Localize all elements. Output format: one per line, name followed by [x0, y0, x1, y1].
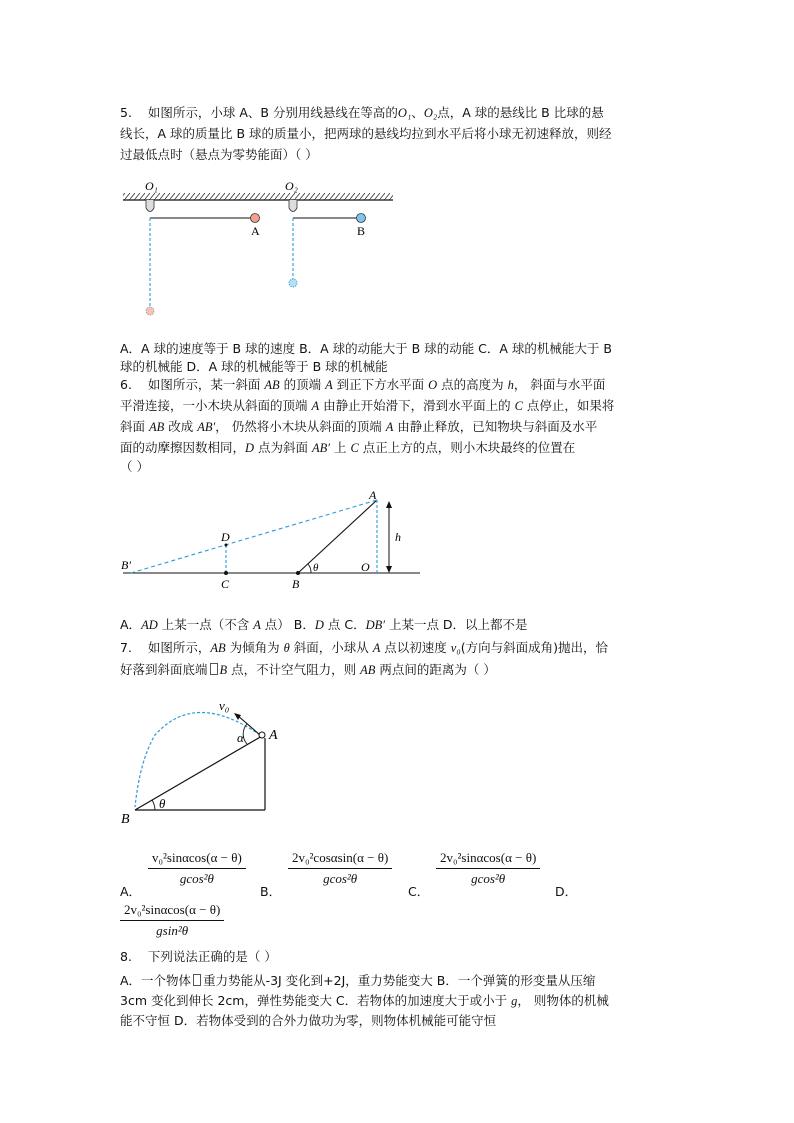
q6-t2c: 由静止开始滑下，滑到水平面上的 — [319, 398, 515, 413]
q6-t1a: 如图所示，某一斜面 — [147, 377, 265, 392]
point-b — [296, 571, 300, 575]
q7-opt-c-den: gcos²θ — [471, 871, 506, 886]
q6-t1b: AB — [264, 378, 280, 392]
q6-t2d: C — [514, 399, 523, 413]
q6-t4b: D — [245, 441, 255, 455]
q6-t1h: h — [507, 378, 514, 392]
q6-t4f: C — [350, 441, 359, 455]
q5-text-end: 点，A 球的悬线比 B 比球的悬 — [437, 105, 604, 120]
q5-number: 5. — [120, 105, 132, 120]
arrow-head-up — [386, 501, 392, 508]
q8-t2b: ， 则物体的机械 — [517, 993, 609, 1008]
q6-t4a: 面的动摩擦因数相同， — [120, 440, 246, 455]
q6-t2a: 平滑连接，一小木块从斜面的顶端 — [120, 398, 312, 413]
q7-t1i: (方向与斜面成角)抛出，恰 — [460, 640, 608, 655]
q6-t3e: ， 仍然将小木块从斜面的顶端 — [215, 419, 386, 434]
q6-o2: AD — [141, 618, 158, 632]
q7-opt-b-den: gcos²θ — [323, 871, 358, 886]
q7-opt-b-num: 2v₀²cosαsin(α − θ) — [288, 850, 392, 869]
q7-t1a: 如图所示， — [147, 640, 211, 655]
q7-figure — [115, 695, 295, 830]
q6-figure — [115, 485, 425, 595]
q6-options — [120, 614, 668, 636]
q6-t1i: ， 斜面与水平面 — [513, 377, 606, 392]
q6-number: 6. — [120, 377, 132, 392]
q6-t3g: 由静止释放，已知物块与斜面及水平 — [393, 419, 598, 434]
q8-stem-text: 下列说法正确的是（ ） — [147, 949, 277, 964]
q6-o3: 上某一点（不含 — [157, 617, 254, 632]
q5-o1: O₁ — [397, 106, 412, 120]
q6-t4g: 点正上方的点，则小木块最终的位置在 — [358, 440, 576, 455]
q6-t2b: A — [311, 399, 320, 413]
label-d: D — [221, 530, 230, 544]
q7-t1c: 为倾角为 — [225, 640, 284, 655]
label-a: A — [269, 728, 278, 743]
label-a: A — [251, 224, 260, 238]
pivot-o2 — [289, 200, 297, 212]
pivot-o1 — [146, 200, 154, 212]
incline-line — [135, 736, 262, 810]
incline-ab-prime — [131, 500, 377, 573]
label-h: h — [395, 530, 401, 544]
q7-t1f: A — [372, 641, 381, 655]
ball-a — [251, 214, 260, 223]
q7-opt-a-num: v₀²sinαcos(α − θ) — [148, 850, 246, 869]
q8-t1: A．一个物体 — [120, 973, 192, 988]
q5-options-line2: 球的机械能 D．A 球的机械能等于 B 球的机械能 — [120, 359, 388, 374]
q6-t1d: A — [325, 378, 333, 392]
q7-t1h: v₀ — [450, 641, 461, 655]
q5-o2: O₂ — [423, 106, 438, 120]
q7-t2e: 两点间的距离为（ ） — [375, 662, 496, 677]
q6-t1g: 点的高度为 — [437, 377, 508, 392]
ball-b-low — [289, 279, 297, 287]
q6-t1c: 的顶端 — [279, 377, 326, 392]
q7-t1e: 斜面，小球从 — [289, 640, 373, 655]
missing-glyph-box — [210, 663, 218, 675]
q7-opt-c-num: 2v₀²sinαcos(α − θ) — [436, 850, 540, 869]
q8-number: 8. — [120, 949, 132, 964]
q6-o7: 点 C． — [323, 617, 366, 632]
ball-a — [259, 732, 265, 738]
q6-t3f: A — [385, 420, 394, 434]
label-b: B — [357, 224, 366, 238]
q5-text: 如图所示，小球 A、B 分别用线悬线在等高的 — [147, 105, 398, 120]
q6-line1 — [120, 374, 668, 396]
q7-option-d-label: D． — [555, 884, 578, 899]
q7-option-a-fraction — [148, 850, 246, 887]
label-b-prime: B′ — [121, 558, 131, 572]
q7-line1 — [120, 637, 668, 659]
q7-option-d-fraction — [120, 902, 224, 939]
label-v0: v₀ — [219, 698, 230, 713]
q7-t2a: 好落到斜面底端 — [120, 662, 208, 677]
q6-t4c: 点为斜面 — [254, 440, 312, 455]
label-theta: θ — [159, 796, 166, 811]
q7-t2c: 点，不计空气阻力，则 — [227, 662, 361, 677]
q6-t3b: AB — [148, 420, 165, 434]
q6-t4d: AB′ — [312, 441, 331, 455]
q7-option-b-fraction — [288, 850, 392, 887]
q8-t1b: 重力势能从-3J 变化到+2J，重力势能变大 B．一个弹簧的形变量从压缩 — [203, 973, 596, 988]
q6-o9: 上某一点 D．以上都不是 — [384, 617, 528, 632]
q6-t3d: AB′ — [197, 420, 216, 434]
q7-t2d: AB — [360, 663, 376, 677]
theta-arc — [152, 800, 155, 810]
q5-line1 — [120, 102, 668, 124]
q7-option-c-fraction — [436, 850, 540, 887]
q6-o6: D — [314, 618, 324, 632]
q7-opt-a-den: gcos²θ — [179, 871, 214, 886]
q5-line2: 线长，A 球的质量比 B 球的质量小，把两球的悬线均拉到水平后将小球无初速释放，则经 — [120, 126, 612, 141]
label-theta: θ — [313, 562, 319, 574]
missing-glyph-box — [193, 974, 201, 986]
q8-line3: 能不守恒 D．若物体受到的合外力做功为零，则物体机械能可能守恒 — [120, 1013, 497, 1028]
theta-arc — [308, 564, 311, 573]
label-o1: O₁ — [145, 179, 158, 193]
ball-b — [357, 214, 366, 223]
q6-t3a: 斜面 — [120, 419, 149, 434]
q5-figure — [115, 175, 400, 325]
q7-option-a-label: A． — [120, 884, 142, 899]
q7-t1g: 点以初速度 — [380, 640, 451, 655]
q6-o8: DB′ — [365, 618, 385, 632]
label-alpha: α — [237, 730, 244, 745]
q7-opt-d-den: gsin²θ — [156, 923, 189, 938]
ball-a-low — [146, 307, 154, 315]
q5-line3: 过最低点时（悬点为零势能面）（ ） — [120, 147, 318, 162]
label-o: O — [361, 560, 370, 574]
label-a: A — [369, 488, 377, 502]
q6-line2 — [120, 395, 668, 417]
q6-t3c: 改成 — [164, 419, 198, 434]
arrow-head-down — [386, 566, 392, 573]
q8-line2 — [120, 990, 668, 1012]
q7-t2b: B — [219, 663, 228, 677]
q7-number: 7. — [120, 640, 132, 655]
q7-t1d: θ — [283, 641, 290, 655]
point-c — [224, 571, 228, 575]
q6-t2e: 点停止，如果将 — [522, 398, 615, 413]
q6-o4: A — [253, 618, 261, 632]
q7-line2 — [120, 659, 668, 681]
v0-arrow-head — [234, 713, 241, 720]
q5-sep: 、 — [411, 105, 424, 120]
label-b: B — [121, 812, 130, 827]
q7-opt-d-num: 2v₀²sinαcos(α − θ) — [120, 902, 224, 921]
q5-options-line1: A．A 球的速度等于 B 球的速度 B．A 球的动能大于 B 球的动能 C．A 球的机械能大于 B — [120, 341, 612, 356]
q6-t1f: O — [428, 378, 438, 392]
q6-t1e: 到正下方水平面 — [332, 377, 429, 392]
label-c: C — [221, 577, 230, 591]
label-o2: O₂ — [285, 179, 298, 193]
q7-option-b-label: B． — [260, 884, 282, 899]
trajectory — [135, 713, 260, 808]
q7-option-c-label: C． — [408, 884, 430, 899]
q8-g: g — [511, 994, 518, 1008]
ceiling-hatch — [123, 193, 393, 200]
q6-o5: 点） B． — [260, 617, 315, 632]
q8-line1 — [120, 970, 668, 991]
q7-t1b: AB — [210, 641, 226, 655]
label-b: B — [292, 577, 300, 591]
q6-o1: A． — [120, 617, 142, 632]
q6-t4e: 上 — [330, 440, 351, 455]
q6-line3 — [120, 416, 668, 438]
q8-stem — [120, 946, 668, 967]
q8-t2: 3cm 变化到伸长 2cm，弹性势能变大 C．若物体的加速度大于或小于 — [120, 993, 512, 1008]
q6-line5: （ ） — [120, 459, 149, 474]
